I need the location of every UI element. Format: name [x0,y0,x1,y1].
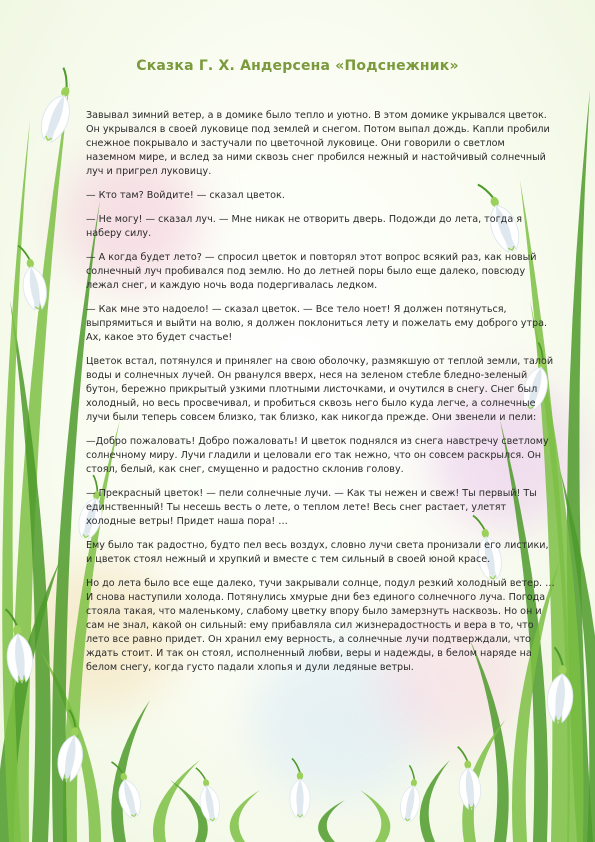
story-body [86,109,556,685]
leaf-shape [360,790,390,842]
story-paragraph: — Как мне это надоело! — сказал цветок. — Все тело ноет! Я должен потянуться, выпрямиться и выйти на волю, я должен поклониться лету и пожелать ему доброго утра. Ах, какое это будет счастье! [86,304,548,343]
leaf-shape [111,700,150,842]
story-paragraph: — Не могу! — сказал луч. — Мне никак не отворить дверь. Подожди до лета, тогда я наберу силу. [86,214,523,239]
page-title: Сказка Г. Х. Андерсена «Подснежник» [136,58,459,74]
snowdrop-flower [35,67,85,147]
leaf-shape [420,760,450,842]
story-paragraph: —Добро пожаловать! Добро пожаловать! И цветок поднялся из снега навстречу светлому солнечному миру. Лучи гладили и целовали его так нежно, что он совсем раскрылся. Он стоял, белый, как снег, смущенно и радостно склонив голову. [86,436,549,475]
story-paragraph: Цветок встал, потянулся и принялег на свою оболочку, размякшую от теплой земли, талой воды и солнечных лучей. Он рванулся вверх, неся на зеленом стебле бледно-зеленый бутон, бережно прикрытый узкими плотными листочками, и очутился в снегу. Снег был холодный, но весь просвечивал, и пробиться сквозь него было куда легче, а солнечные лучи были теперь совсем близко, так близко, как никогда прежде. Они звенели и пели: [86,356,554,423]
snowdrop-flower [290,758,310,819]
leaf-shape [230,790,260,842]
story-paragraph: — Кто там? Войдите! — сказал цветок. [86,190,285,201]
story-paragraph: — Прекрасный цветок! — пели солнечные лучи. — Как ты нежен и свеж! Ты первый! Ты единственный! Ты несешь весть о лете, о теплом лете! Весь снег растает, улетят холодные ветры! Придет наша пора! … [86,488,537,527]
snowdrop-flower [456,745,483,811]
story-paragraph: — А когда будет лето? — спросил цветок и повторял этот вопрос всякий раз, как новый солнечный луч пробивался под землю. Но до летней поры было еще далеко, повсюду лежал снег, и каждую ночь вода подергивалась ледком. [86,252,537,291]
leaf-shape [318,800,345,842]
story-paragraph: Ему было так радостно, будто пел весь воздух, словно лучи света пронизали его листики, и цветок стоял нежный и хрупкий и вместе с тем сильный в своей юной красе. [86,540,549,565]
story-paragraph: Но до лета было все еще далеко, тучи закрывали солнце, подул резкий холодный ветер. … И снова наступили холода. Потянулись хмурые дни без единого солнечного луча. Погода стояла такая, что маленькому, слабому цветку впору было замерзнуть насквозь. Но он и сам не знал, какой он сильный: ему прибавляла сил жизнерадостность и вера в то, что лето все равно придет. Он хранил ему верность, а солнечные лучи подтверждали, что ждать стоит. И так он стоял, исполненный любви, веры и надежды, в белом наряде на белом снегу, когда густо падали хлопья и дули ледяные ветры. [86,578,555,673]
story-paragraph: Завывал зимний ветер, а в домике было тепло и уютно. В этом домике укрывался цветок. Он укрывался в своей луковице под землей и снегом. Потом выпал дождь. Капли пробили снежное покрывало и застучали по цветочной луковице. Они говорили о светлом наземном мире, и вслед за ними сквозь снег пробился нежный и настойчивый солнечный луч и пригрел луковицу. [86,110,550,177]
